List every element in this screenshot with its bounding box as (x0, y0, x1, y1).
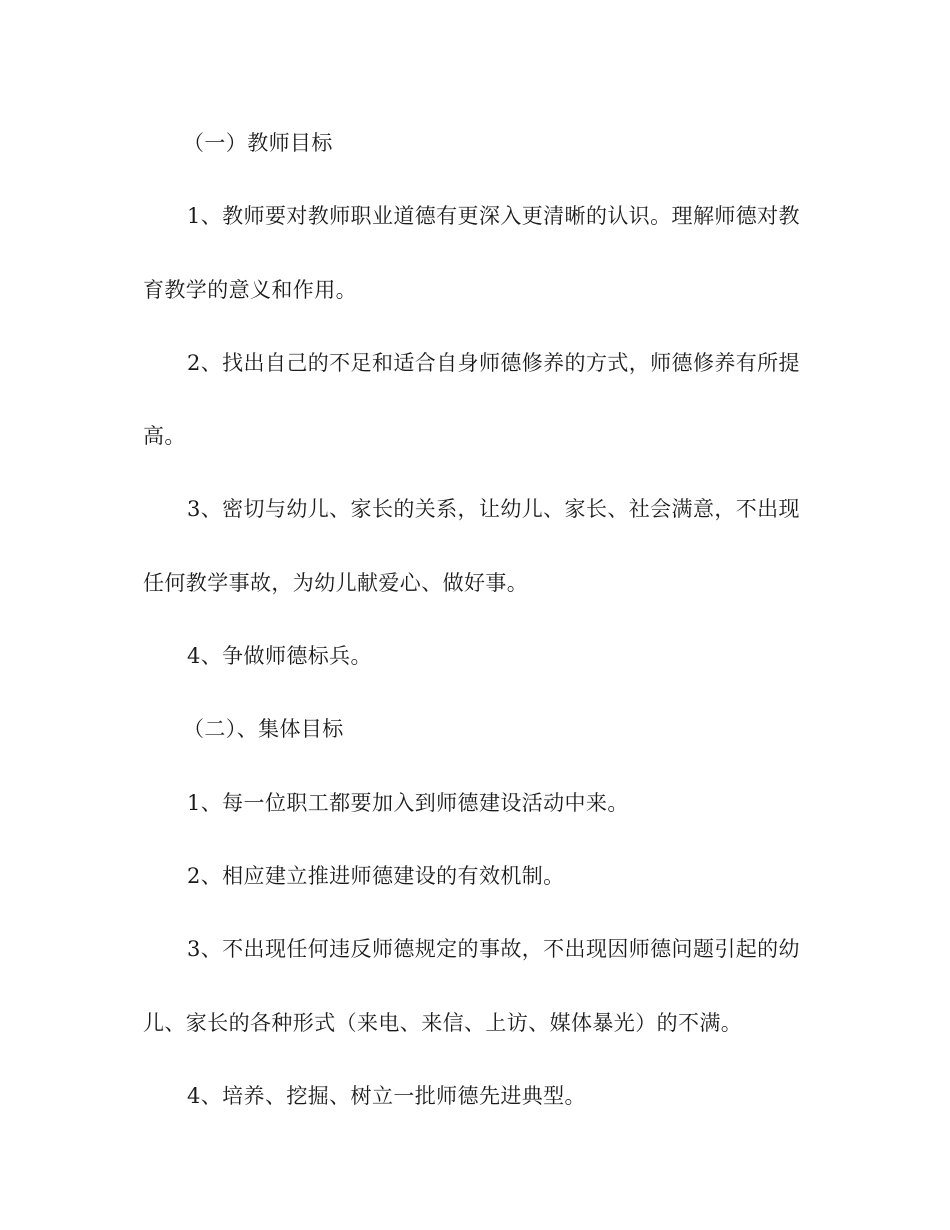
paragraph-line: 育教学的意义和作用。 (143, 277, 357, 302)
paragraph-line: 1、每一位职工都要加入到师德建设活动中来。 (187, 790, 629, 815)
paragraph-line: 2、找出自己的不足和适合自身师德修养的方式，师德修养有所提 (187, 350, 800, 375)
paragraph-line: 3、不出现任何违反师德规定的事故，不出现因师德问题引起的幼 (187, 937, 800, 962)
paragraph-line: 任何教学事故，为幼儿献爱心、做好事。 (143, 570, 529, 595)
document-body (143, 122, 808, 1148)
paragraph-line: 3、密切与幼儿、家长的关系，让幼儿、家长、社会满意，不出现 (187, 497, 800, 522)
paragraph-line: 2、相应建立推进师德建设的有效机制。 (187, 863, 565, 888)
paragraph-line: 1、教师要对教师职业道德有更深入更清晰的认识。理解师德对教 (187, 204, 800, 229)
paragraph-line: 4、培养、挖掘、树立一批师德先进典型。 (187, 1083, 586, 1108)
section-heading-teacher-goals: （一）教师目标 (183, 131, 333, 155)
paragraph-line: 4、争做师德标兵。 (187, 644, 372, 669)
section-heading-collective-goals: （二）、集体目标 (183, 717, 344, 742)
paragraph-line: 儿、家长的各种形式（来电、来信、上访、媒体暴光）的不满。 (143, 1010, 743, 1035)
paragraph-line: 高。 (143, 424, 186, 449)
